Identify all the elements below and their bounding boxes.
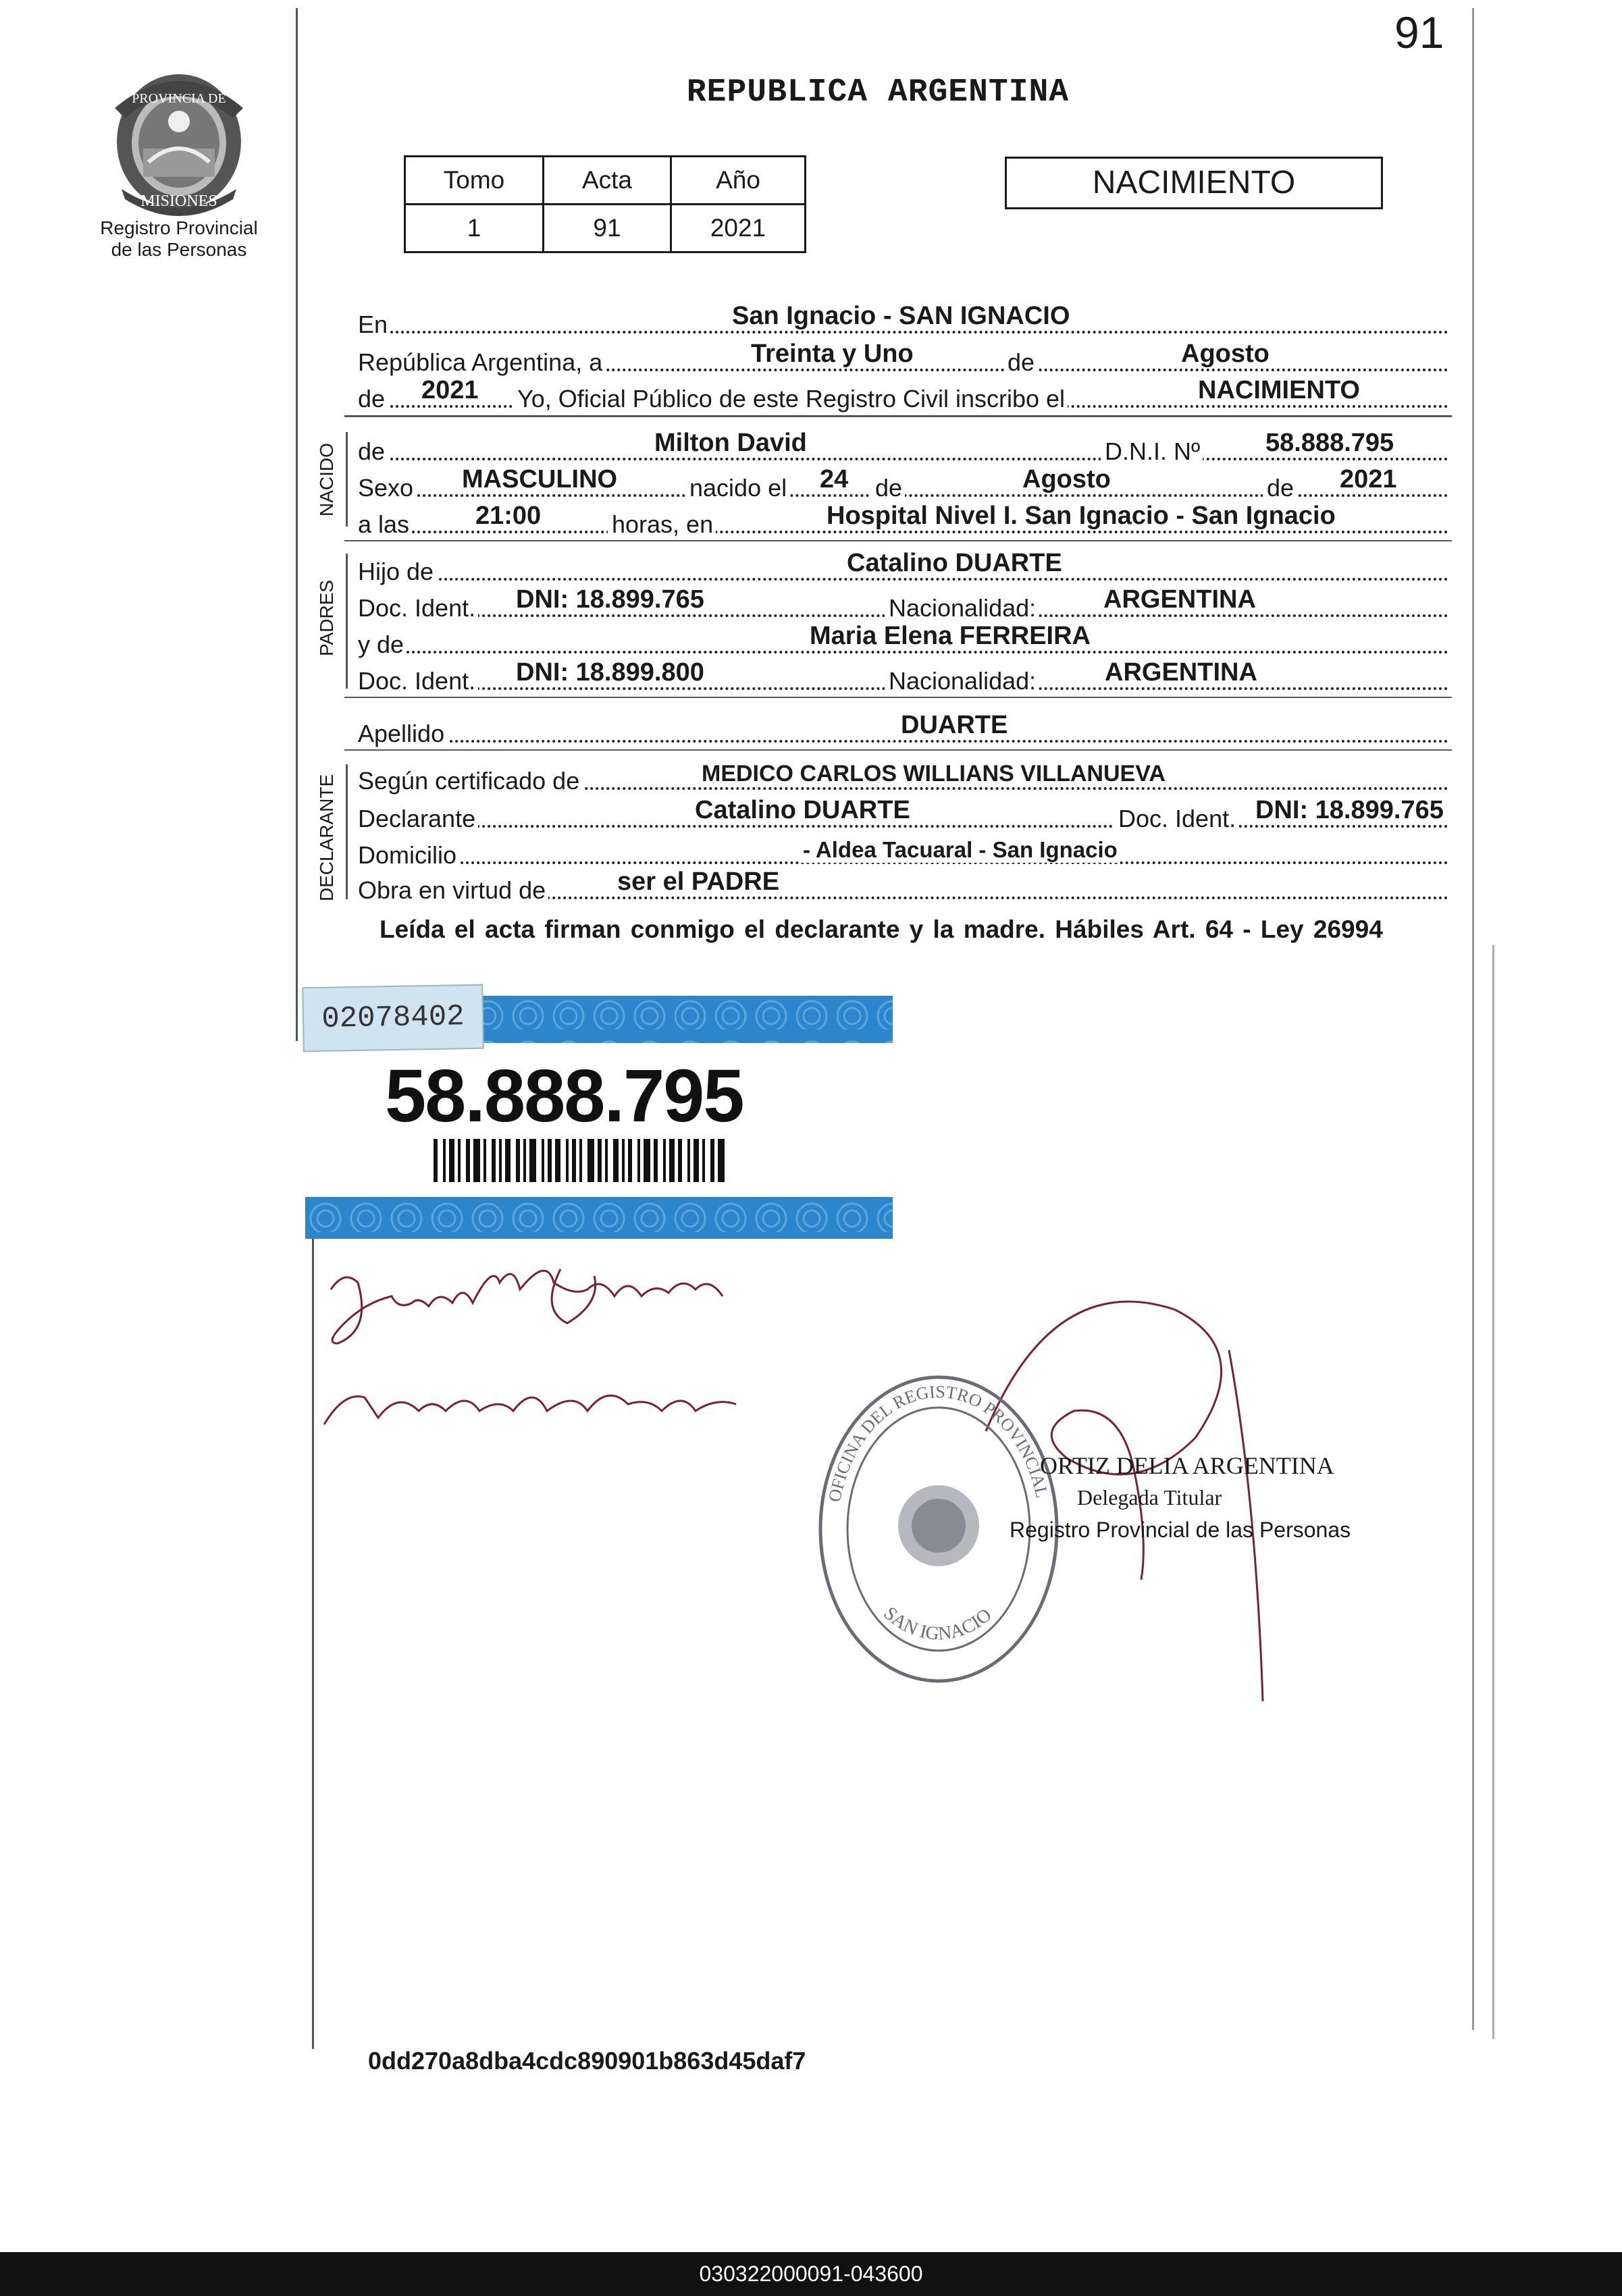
- value-place: San Ignacio - SAN IGNACIO: [729, 302, 1072, 331]
- label-hijo-de: Hijo de: [358, 558, 436, 586]
- seal-text-bottom: MISIONES: [140, 192, 217, 210]
- value-father-doc: DNI: 18.899.765: [513, 585, 707, 614]
- logo-caption-line2: de las Personas: [111, 239, 247, 260]
- logo-caption: [81, 217, 277, 261]
- barcode-bar: [605, 1139, 608, 1182]
- label-obra-en-virtud: Obra en virtud de: [358, 876, 548, 905]
- barcode-bar: [566, 1139, 569, 1182]
- label-doc-ident: Doc. Ident.: [358, 594, 478, 622]
- label-doc-ident-mother: Doc. Ident.: [358, 667, 478, 695]
- label-segun-certificado: Según certificado de: [358, 767, 582, 795]
- value-day-words: Treinta y Uno: [748, 340, 916, 369]
- value-apellido: DUARTE: [898, 711, 1010, 740]
- sticker-dni-number: 58.888.795: [385, 1054, 743, 1138]
- barcode-bar: [434, 1139, 438, 1182]
- province-seal-logo: [101, 61, 257, 216]
- barcode-bar: [499, 1139, 502, 1182]
- barcode-bar: [678, 1139, 682, 1182]
- seal-text-top: PROVINCIA DE: [132, 91, 226, 106]
- barcode-bar: [663, 1139, 666, 1182]
- barcode-bar: [516, 1139, 520, 1182]
- sticker-serial-number: 02078402: [302, 984, 484, 1052]
- value-birth-day: 24: [817, 465, 851, 494]
- label-horas-en: horas, en: [608, 510, 716, 539]
- dotted-line: [358, 458, 1448, 460]
- logo-caption-line1: Registro Provincial: [100, 217, 258, 238]
- label-inscribo: Yo, Oficial Público de este Registro Civil inscribo el: [512, 385, 1068, 413]
- value-father-nationality: ARGENTINA: [1101, 585, 1259, 614]
- dotted-line: [358, 825, 1448, 828]
- barcode-bar: [529, 1139, 536, 1182]
- barcode-bar: [542, 1139, 544, 1182]
- row-date: [358, 340, 1448, 377]
- left-margin-line-lower: [312, 1235, 314, 2049]
- dotted-line: [358, 578, 1448, 581]
- barcode-bar: [548, 1139, 552, 1182]
- barcode-bar: [572, 1139, 576, 1182]
- label-doc-ident-declarante: Doc. Ident.: [1114, 805, 1238, 833]
- barcode-bar: [669, 1139, 675, 1182]
- barcode-bar: [458, 1139, 461, 1182]
- value-birth-month: Agosto: [1020, 465, 1114, 494]
- register-header-row: [405, 157, 806, 205]
- label-y-de: y de: [358, 631, 407, 659]
- value-mother-name: Maria Elena FERREIRA: [807, 622, 1093, 651]
- separator-line: [344, 415, 1452, 417]
- label-de-birth-year: de: [1263, 474, 1297, 502]
- right-margin-line: [1472, 8, 1474, 2030]
- barcode-bar: [628, 1139, 632, 1182]
- separator-line: [344, 749, 1452, 751]
- label-nacido-el: nacido el: [685, 474, 789, 502]
- value-birth-time: 21:00: [473, 502, 544, 531]
- label-nacionalidad: Nacionalidad:: [885, 594, 1039, 622]
- section-bar-padres: [346, 554, 348, 689]
- barcode-bar: [613, 1139, 619, 1182]
- row-apellido: [358, 711, 1448, 748]
- label-de-month: de: [871, 474, 905, 502]
- barcode-bar: [466, 1139, 470, 1182]
- label-nacionalidad-mother: Nacionalidad:: [885, 667, 1039, 695]
- register-value-row: [405, 205, 806, 252]
- value-kind: NACIMIENTO: [1195, 376, 1363, 405]
- row-mother-doc: [358, 658, 1448, 695]
- row-obra: [358, 867, 1448, 905]
- value-declarante-doc: DNI: 18.899.765: [1253, 796, 1446, 825]
- dotted-line: [358, 740, 1448, 743]
- register-value-acta: 91: [544, 205, 671, 252]
- register-header-acta: Acta: [544, 157, 671, 205]
- barcode-bar: [598, 1139, 602, 1182]
- row-mother: [358, 622, 1448, 659]
- label-republica: República Argentina, a: [358, 348, 605, 377]
- document-hash: 0dd270a8dba4cdc890901b863d45daf7: [368, 2047, 806, 2075]
- row-father: [358, 549, 1448, 586]
- value-domicilio: - Aldea Tacuaral - San Ignacio: [800, 837, 1120, 863]
- register-header-tomo: Tomo: [405, 157, 544, 205]
- section-label-declarante: DECLARANTE: [316, 774, 337, 901]
- barcode-bar: [710, 1139, 714, 1182]
- barcode-bar: [449, 1139, 454, 1182]
- label-de-child: de: [358, 437, 388, 466]
- record-kind-box: NACIMIENTO: [1005, 157, 1383, 209]
- label-de-year: de: [358, 385, 388, 413]
- section-bar-nacido: [346, 432, 348, 527]
- separator-line: [344, 697, 1452, 698]
- barcode-bar: [443, 1139, 446, 1182]
- label-declarante: Declarante: [358, 805, 478, 833]
- stamp-bottom-text: SAN IGNACIO: [879, 1603, 996, 1645]
- label-apellido: Apellido: [358, 720, 447, 748]
- document-title: REPUBLICA ARGENTINA: [686, 74, 1070, 111]
- value-birth-place: Hospital Nivel I. San Ignacio - San Ignacio: [824, 502, 1338, 531]
- row-domicilio: [358, 836, 1448, 870]
- barcode-bar: [492, 1139, 496, 1182]
- row-child-name: [358, 429, 1448, 466]
- row-place: [358, 302, 1448, 339]
- register-value-anio: 2021: [671, 205, 806, 252]
- value-mother-nationality: ARGENTINA: [1102, 658, 1260, 687]
- page-number: 91: [1394, 7, 1444, 57]
- value-declarante-name: Catalino DUARTE: [692, 796, 913, 825]
- value-child-dni: 58.888.795: [1263, 429, 1396, 458]
- register-value-tomo: 1: [405, 205, 544, 252]
- label-domicilio: Domicilio: [358, 841, 459, 870]
- barcode-bar: [622, 1139, 625, 1182]
- barcode-bar: [654, 1139, 658, 1182]
- barcode-bar: [718, 1139, 725, 1182]
- separator-line: [344, 540, 1452, 541]
- section-label-padres: PADRES: [316, 579, 337, 656]
- value-year: 2021: [419, 376, 481, 405]
- barcode-bar: [702, 1139, 705, 1182]
- row-sex-birthdate: [358, 465, 1448, 502]
- barcode-bar: [505, 1139, 511, 1182]
- officer-office: Registro Provincial de las Personas: [1010, 1518, 1351, 1542]
- label-dni: D.N.I. Nº: [1101, 437, 1203, 466]
- value-father-name: Catalino DUARTE: [844, 549, 1065, 578]
- barcode-bar: [687, 1139, 690, 1182]
- stamp-ring-text: OFICINA DEL REGISTRO PROVINCIAL: [824, 1381, 1052, 1504]
- value-obra: ser el PADRE: [614, 867, 782, 897]
- label-en: En: [358, 311, 390, 339]
- value-certificado: MEDICO CARLOS WILLIANS VILLANUEVA: [699, 761, 1168, 787]
- row-declarante: [358, 796, 1448, 833]
- section-label-nacido: NACIDO: [316, 443, 337, 516]
- barcode-bar: [473, 1139, 480, 1182]
- barcode-bar: [644, 1139, 650, 1182]
- value-child-name: Milton David: [652, 429, 810, 458]
- barcode-bar: [637, 1139, 640, 1182]
- register-header-anio: Año: [671, 157, 806, 205]
- dotted-line: [358, 651, 1448, 653]
- dotted-line: [358, 331, 1448, 333]
- barcode-bar: [579, 1139, 582, 1182]
- left-margin-line: [296, 8, 298, 1041]
- barcode-bar: [523, 1139, 526, 1182]
- row-year: [358, 376, 1448, 413]
- footer-code: 030322000091-043600: [699, 2262, 923, 2286]
- label-de: de: [1005, 348, 1037, 377]
- right-margin-line-lower: [1492, 945, 1494, 2039]
- row-certificado: [358, 762, 1448, 795]
- label-a-las: a las: [358, 510, 412, 539]
- value-month: Agosto: [1178, 340, 1272, 369]
- register-table: [404, 155, 806, 253]
- barcode-bar: [694, 1139, 699, 1182]
- value-sex: MASCULINO: [459, 465, 620, 494]
- section-bar-declarante: [346, 764, 348, 899]
- barcode-bar: [587, 1139, 594, 1182]
- value-birth-year: 2021: [1337, 465, 1400, 494]
- officer-role: Delegada Titular: [1077, 1485, 1222, 1510]
- label-sexo: Sexo: [358, 474, 416, 502]
- officer-name: ORTIZ DELIA ARGENTINA: [1040, 1452, 1334, 1479]
- closing-statement: Leída el acta firman conmigo el declarante y la madre. Hábiles Art. 64 - Ley 26994: [380, 915, 1383, 943]
- value-mother-doc: DNI: 18.899.800: [513, 658, 707, 687]
- row-father-doc: [358, 585, 1448, 622]
- declarant-signature: [317, 1242, 858, 1431]
- row-time-place: [358, 502, 1448, 539]
- barcode-bar: [555, 1139, 560, 1182]
- dotted-line: [358, 531, 1448, 533]
- barcode-bar: [483, 1139, 486, 1182]
